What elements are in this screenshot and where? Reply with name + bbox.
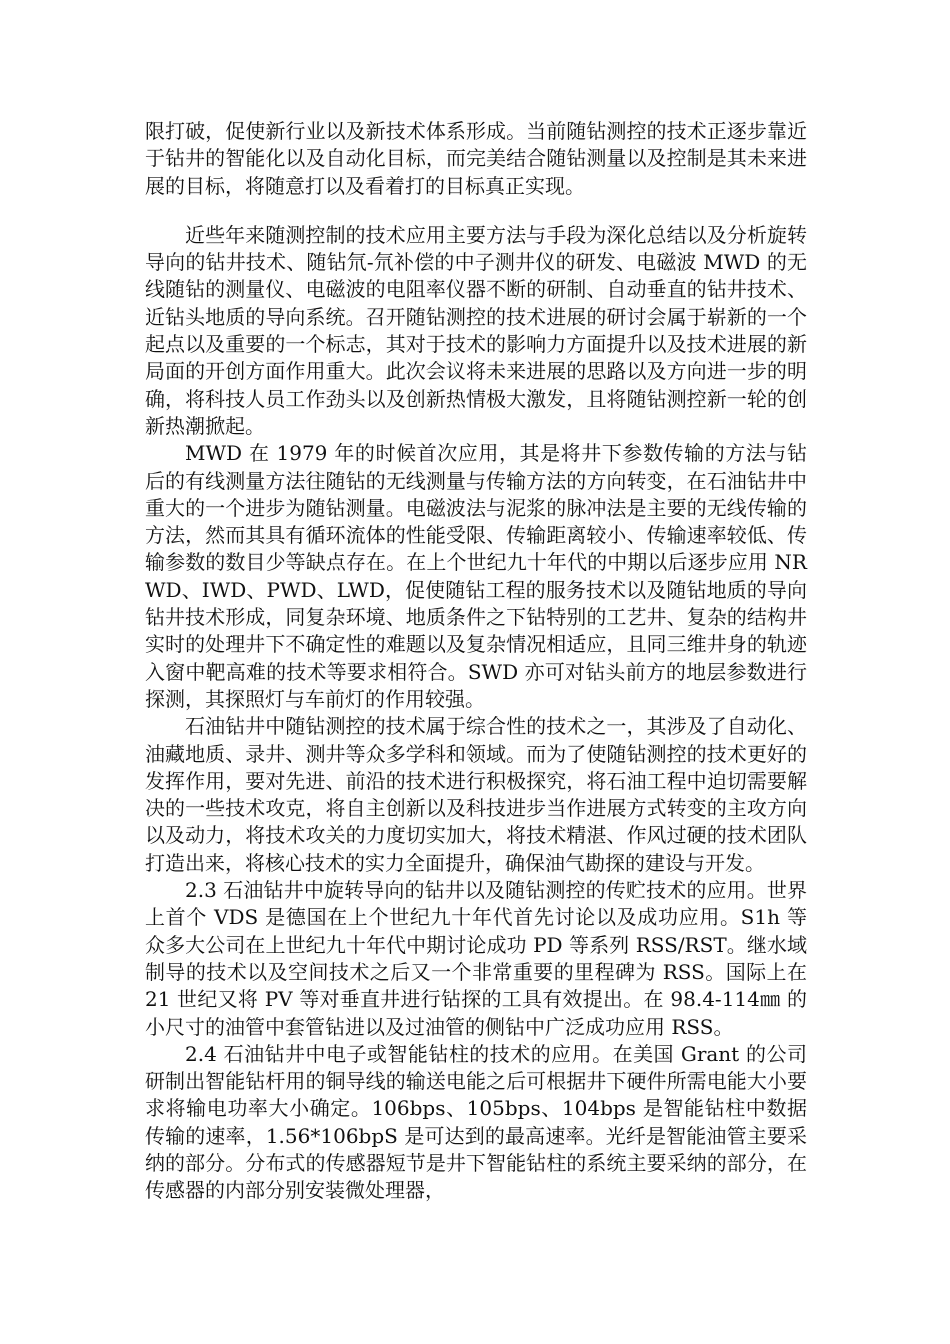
- paragraph-continuation: 限打破，促使新行业以及新技术体系形成。当前随钻测控的技术正逐步靠近于钻井的智能化以及自动化目标，而完美结合随钻测量以及控制是其未来进展的目标，将随意打以及看着打的目标真正实现。: [145, 119, 807, 198]
- paragraph-section-2-3: 2.3 石油钻井中旋转导向的钻井以及随钻测控的传贮技术的应用。世界上首个 VDS 是德国在上个世纪九十年代首先讨论以及成功应用。S1h 等众多大公司在上世纪九十年代中期讨论成功 PD 等系列 RSS/RST。继水域制导的技术以及空间技术之后又一个非常重要的里程碑为 RSS。国际上在 21 世纪又将 PV 等对垂直井进行钻探的工具有效提出。在 98.4-114㎜ 的小尺寸的油管中套管钻进以及过油管的侧钻中广泛成功应用 RSS。: [145, 878, 807, 1039]
- document-body: [145, 118, 807, 1205]
- paragraph-comprehensive-tech: 石油钻井中随钻测控的技术属于综合性的技术之一，其涉及了自动化、油藏地质、录井、测井等众多学科和领域。而为了使随钻测控的技术更好的发挥作用，要对先进、前沿的技术进行积极探究，将石油工程中迫切需要解决的一些技术攻克，将自主创新以及科技进步当作进展方式转变的主攻方向以及动力，将技术攻关的力度切实加大，将技术精湛、作风过硬的技术团队打造出来，将核心技术的实力全面提升，确保油气勘探的建设与开发。: [145, 714, 807, 875]
- paragraph-mwd-history: MWD 在 1979 年的时候首次应用，其是将井下参数传输的方法与钻后的有线测量方法往随钻的无线测量与传输方法的方向转变，在石油钻井中重大的一个进步为随钻测量。电磁波法与泥浆的脉冲法是主要的无线传输的方法，然而其具有循环流体的性能受限、传输距离较小、传输速率较低、传输参数的数目少等缺点存在。在上个世纪九十年代的中期以后逐步应用 NRWD、IWD、PWD、LWD，促使随钻工程的服务技术以及随钻地质的导向钻井技术形成，同复杂环境、地质条件之下钻特别的工艺井、复杂的结构井实时的处理井下不确定性的难题以及复杂情况相适应，且同三维井身的轨迹入窗中靶高难的技术等要求相符合。SWD 亦可对钻头前方的地层参数进行探测，其探照灯与车前灯的作用较强。: [145, 441, 807, 711]
- paragraph-tech-methods: 近些年来随测控制的技术应用主要方法与手段为深化总结以及分析旋转导向的钻井技术、随钻氘-氘补偿的中子测井仪的研发、电磁波 MWD 的无线随钻的测量仪、电磁波的电阻率仪器不断的研制、自动垂直的钻井技术、近钻头地质的导向系统。召开随钻测控的技术进展的研讨会属于崭新的一个起点以及重要的一个标志，其对于技术的影响力方面提升以及技术进展的新局面的开创方面作用重大。此次会议将未来进展的思路以及方向进一步的明确，将科技人员工作劲头以及创新热情极大激发，且将随钻测控新一轮的创新热潮掀起。: [145, 222, 807, 438]
- paragraph-section-2-4: 2.4 石油钻井中电子或智能钻柱的技术的应用。在美国 Grant 的公司研制出智能钻杆用的铜导线的输送电能之后可根据井下硬件所需电能大小要求将输电功率大小确定。106bps、105bps、104bps 是智能钻柱中数据传输的速率，1.56*106bpS 是可达到的最高速率。光纤是智能油管主要采纳的部分。分布式的传感器短节是井下智能钻柱的系统主要采纳的部分，在传感器的内部分别安装微处理器，: [145, 1041, 807, 1203]
